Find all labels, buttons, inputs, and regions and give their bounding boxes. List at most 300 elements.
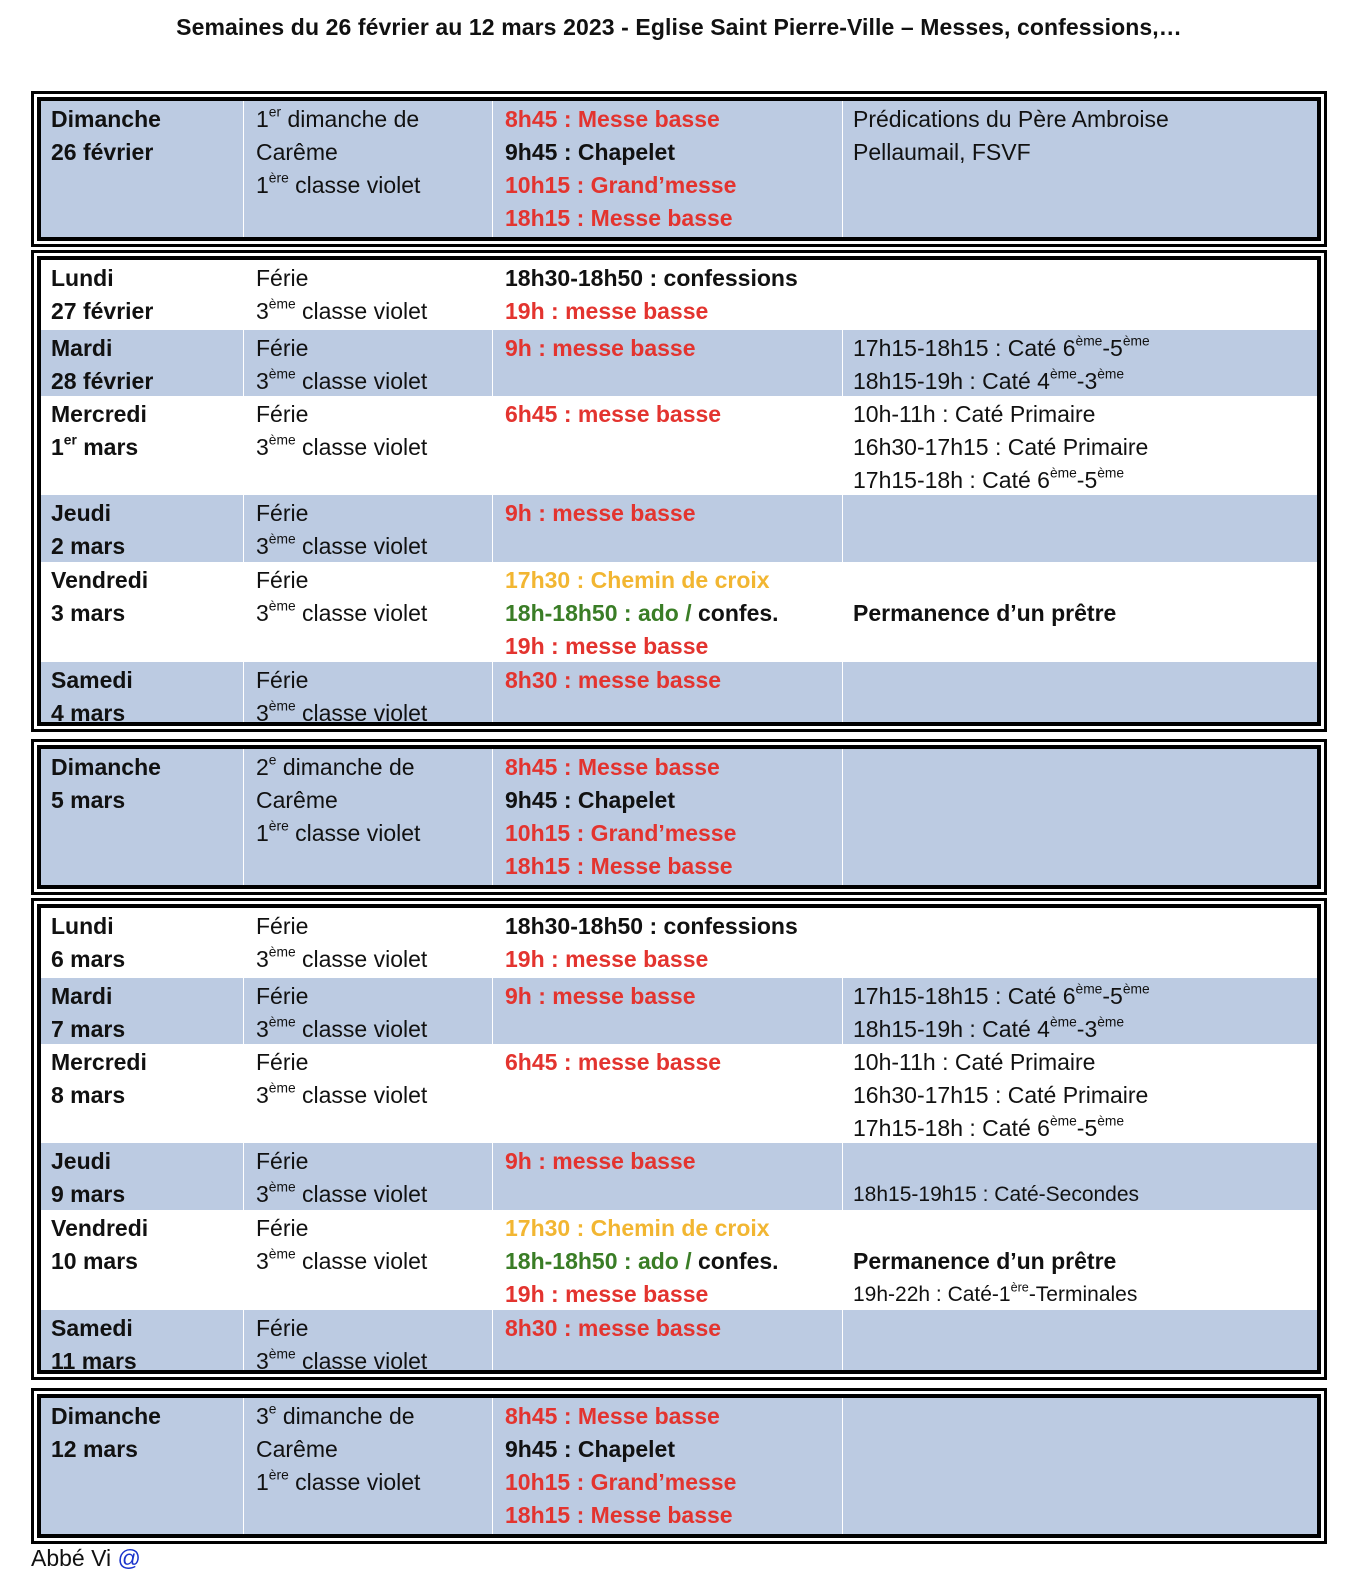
text-segment: classe violet <box>295 700 428 726</box>
table-row <box>41 1310 1317 1374</box>
day-date: 8 mars <box>51 1082 126 1108</box>
schedule-item <box>505 202 842 235</box>
text-segment: Férie <box>256 335 309 361</box>
text-segment: classe violet <box>295 1082 428 1108</box>
text-segment: Férie <box>256 401 309 427</box>
text-segment: -3 <box>1076 368 1098 394</box>
superscript-text: ème <box>268 944 296 960</box>
day-name: Lundi <box>51 265 114 291</box>
table-row <box>41 1044 1317 1143</box>
text-segment: 2 <box>256 754 269 780</box>
week-block-inner <box>37 256 1321 726</box>
text-segment: 3 <box>256 298 269 324</box>
liturgy-line <box>256 910 492 943</box>
text-segment: Permanence d’un prêtre <box>853 600 1117 626</box>
text-segment: Carême <box>256 139 338 165</box>
text-segment: 8h45 : Messe basse <box>505 106 720 132</box>
notes-cell <box>843 330 1317 396</box>
liturgy-line <box>256 1046 492 1079</box>
table-row <box>41 749 1317 889</box>
week-block <box>31 250 1327 732</box>
liturgy-line <box>256 262 492 295</box>
note-line <box>853 1112 1317 1145</box>
text-segment: classe violet <box>295 1248 428 1274</box>
text-segment: 10h15 : Grand’messe <box>505 172 737 198</box>
text-segment: dimanche de <box>276 1403 415 1429</box>
superscript-text: ème <box>1097 366 1125 382</box>
liturgy-line <box>256 136 492 169</box>
liturgy-line <box>256 103 492 136</box>
text-segment: 1 <box>256 106 269 132</box>
day-date: 26 février <box>51 139 154 165</box>
notes-cell <box>843 101 1317 241</box>
schedule-cell <box>493 260 843 330</box>
superscript-text: e <box>268 752 277 768</box>
liturgy-cell <box>244 978 493 1044</box>
table-row <box>41 396 1317 495</box>
text-segment: 19h-22h : Caté-1 <box>853 1283 1011 1306</box>
day-date: 3 mars <box>51 600 126 626</box>
text-segment: classe violet <box>295 368 428 394</box>
schedule-item <box>505 784 842 817</box>
day-cell <box>41 330 244 396</box>
text-segment: 9h : messe basse <box>505 1148 696 1174</box>
text-segment: 8h30 : messe basse <box>505 667 722 693</box>
footer-email-link[interactable]: @ <box>117 1545 141 1571</box>
text-segment: 18h-18h50 : ado / <box>505 1248 699 1274</box>
text-segment: Férie <box>256 1215 309 1241</box>
schedule-item <box>505 980 842 1013</box>
superscript-text: ère <box>268 818 289 834</box>
liturgy-line <box>256 398 492 431</box>
note-line <box>853 464 1317 497</box>
note-line <box>853 1178 1317 1211</box>
text-segment: Férie <box>256 500 309 526</box>
liturgy-line <box>256 1079 492 1112</box>
liturgy-line <box>256 1433 492 1466</box>
schedule-item <box>505 497 842 530</box>
week-block <box>31 1388 1327 1544</box>
week-block-inner <box>37 745 1321 889</box>
notes-cell <box>843 1044 1317 1143</box>
text-segment: Férie <box>256 1049 309 1075</box>
table-row <box>41 562 1317 662</box>
text-segment: 9h45 : Chapelet <box>505 1436 675 1462</box>
notes-cell <box>843 908 1317 978</box>
liturgy-line <box>256 817 492 850</box>
schedule-item <box>505 169 842 202</box>
day-date: 10 mars <box>51 1248 138 1274</box>
text-segment: 8h45 : Messe basse <box>505 754 720 780</box>
day-date: 27 février <box>51 298 154 324</box>
note-line <box>853 431 1317 464</box>
schedule-item <box>505 295 842 328</box>
schedule-item <box>505 817 842 850</box>
liturgy-cell <box>244 1044 493 1143</box>
superscript-text: ème <box>1122 333 1150 349</box>
table-row <box>41 495 1317 562</box>
superscript-text: ème <box>1097 1014 1125 1030</box>
note-line <box>853 365 1317 398</box>
schedule-cell <box>493 1398 843 1538</box>
schedule-item <box>505 1466 842 1499</box>
notes-cell <box>843 396 1317 495</box>
day-date: 7 mars <box>51 1016 126 1042</box>
text-segment: 17h30 : Chemin de croix <box>505 1215 770 1241</box>
schedule-cell <box>493 396 843 495</box>
notes-cell <box>843 1398 1317 1538</box>
text-segment: dimanche de <box>281 106 420 132</box>
week-block-inner <box>37 904 1321 1374</box>
text-segment: 1 <box>256 172 269 198</box>
schedule-item <box>505 630 842 663</box>
table-row <box>41 908 1317 978</box>
liturgy-line <box>256 295 492 328</box>
week-block <box>31 91 1327 247</box>
superscript-text: ème <box>1075 981 1103 997</box>
text-segment: Férie <box>256 983 309 1009</box>
footer-contact <box>31 1543 141 1573</box>
table-row <box>41 1210 1317 1310</box>
superscript-text: ème <box>268 698 296 714</box>
text-segment: 3 <box>256 1082 269 1108</box>
text-segment: 1 <box>51 434 64 460</box>
text-segment: 6h45 : messe basse <box>505 401 722 427</box>
schedule-cell <box>493 330 843 396</box>
text-segment: 10h15 : Grand’messe <box>505 820 737 846</box>
liturgy-line <box>256 365 492 398</box>
superscript-text: ème <box>1049 1113 1077 1129</box>
text-segment: 19h : messe basse <box>505 298 709 324</box>
text-segment: 19h : messe basse <box>505 946 709 972</box>
superscript-text: ère <box>268 170 289 186</box>
note-line <box>853 332 1317 365</box>
schedule-item <box>505 751 842 784</box>
text-segment: 8h30 : messe basse <box>505 1315 722 1341</box>
note-line <box>853 1046 1317 1079</box>
day-cell <box>41 1398 244 1538</box>
day-cell <box>41 1310 244 1374</box>
text-segment: Permanence d’un prêtre <box>853 1248 1117 1274</box>
liturgy-cell <box>244 260 493 330</box>
day-name: Jeudi <box>51 500 112 526</box>
day-name: Vendredi <box>51 567 149 593</box>
superscript-text: ème <box>268 1080 296 1096</box>
day-name: Samedi <box>51 1315 133 1341</box>
superscript-text: ème <box>268 432 296 448</box>
day-cell <box>41 495 244 562</box>
text-segment: -5 <box>1102 983 1123 1009</box>
schedule-item <box>505 332 842 365</box>
liturgy-line <box>256 1212 492 1245</box>
notes-cell <box>843 562 1317 662</box>
note-line <box>853 1079 1317 1112</box>
superscript-text: ème <box>268 531 296 547</box>
schedule-cell <box>493 662 843 726</box>
text-segment: 3 <box>256 1181 269 1207</box>
text-segment: 18h30-18h50 : confessions <box>505 913 798 939</box>
liturgy-line <box>256 1466 492 1499</box>
liturgy-cell <box>244 908 493 978</box>
day-cell <box>41 978 244 1044</box>
liturgy-cell <box>244 1310 493 1374</box>
superscript-text: ème <box>1075 333 1103 349</box>
day-date: 4 mars <box>51 700 126 726</box>
text-segment: -5 <box>1076 467 1098 493</box>
liturgy-line <box>256 431 492 464</box>
text-segment: Férie <box>256 567 309 593</box>
note-line <box>853 597 1317 630</box>
liturgy-cell <box>244 1143 493 1210</box>
schedule-item <box>505 1499 842 1532</box>
text-segment: 19h : messe basse <box>505 633 709 659</box>
schedule-item <box>505 1046 842 1079</box>
note-line <box>853 398 1317 431</box>
day-name: Mardi <box>51 983 113 1009</box>
note-line <box>853 980 1317 1013</box>
text-segment: classe violet <box>288 820 421 846</box>
superscript-text: ème <box>1049 465 1077 481</box>
day-name: Dimanche <box>51 754 161 780</box>
text-segment: 18h30-18h50 : confessions <box>505 265 798 291</box>
superscript-text: ème <box>268 1179 296 1195</box>
schedule-cell <box>493 1143 843 1210</box>
day-date: 28 février <box>51 368 154 394</box>
notes-cell <box>843 1310 1317 1374</box>
schedule-item <box>505 1400 842 1433</box>
text-segment: 10h-11h : Caté Primaire <box>853 1049 1096 1075</box>
liturgy-cell <box>244 749 493 889</box>
day-name: Samedi <box>51 667 133 693</box>
superscript-text: ère <box>1010 1280 1029 1295</box>
liturgy-line <box>256 597 492 630</box>
schedule-item <box>505 910 842 943</box>
schedule-item <box>505 564 842 597</box>
note-line <box>853 1245 1317 1278</box>
superscript-text: ème <box>1097 465 1125 481</box>
text-segment: classe violet <box>295 1016 428 1042</box>
schedule-item <box>505 1212 842 1245</box>
liturgy-line <box>256 1245 492 1278</box>
liturgy-line <box>256 332 492 365</box>
text-segment: classe violet <box>295 600 428 626</box>
text-segment: dimanche de <box>276 754 415 780</box>
notes-cell <box>843 260 1317 330</box>
text-segment: 10h-11h : Caté Primaire <box>853 401 1096 427</box>
table-row <box>41 330 1317 396</box>
text-segment: classe violet <box>295 1348 428 1374</box>
table-row <box>41 101 1317 241</box>
schedule-item <box>505 1312 842 1345</box>
day-name: Mercredi <box>51 401 147 427</box>
text-segment: 3 <box>256 700 269 726</box>
table-row <box>41 260 1317 330</box>
day-cell <box>41 1143 244 1210</box>
table-row <box>41 662 1317 726</box>
liturgy-line <box>256 530 492 563</box>
schedule-cell <box>493 1044 843 1143</box>
text-segment: 3 <box>256 533 269 559</box>
day-name: Dimanche <box>51 106 161 132</box>
text-segment: Férie <box>256 913 309 939</box>
table-row <box>41 978 1317 1044</box>
day-date: 11 mars <box>51 1348 137 1374</box>
text-segment: classe violet <box>288 1469 421 1495</box>
superscript-text: ème <box>1122 981 1150 997</box>
liturgy-line <box>256 1345 492 1374</box>
table-row <box>41 1143 1317 1210</box>
text-segment: 9h : messe basse <box>505 983 696 1009</box>
day-name: Lundi <box>51 913 114 939</box>
schedule-cell <box>493 978 843 1044</box>
text-segment: 16h30-17h15 : Caté Primaire <box>853 1082 1149 1108</box>
page-title: Semaines du 26 février au 12 mars 2023 - Eglise Saint Pierre-Ville – Messes, confessions,… <box>176 14 1182 40</box>
day-name: Jeudi <box>51 1148 112 1174</box>
text-segment: classe violet <box>295 298 428 324</box>
note-line <box>853 136 1317 169</box>
table-row <box>41 1398 1317 1538</box>
superscript-text: ème <box>268 1014 296 1030</box>
footer-text: Abbé Vi <box>31 1545 112 1571</box>
day-cell <box>41 749 244 889</box>
text-segment: 16h30-17h15 : Caté Primaire <box>853 434 1149 460</box>
schedule-item <box>505 103 842 136</box>
liturgy-line <box>256 169 492 202</box>
schedule-item <box>505 664 842 697</box>
schedule-item <box>505 1145 842 1178</box>
text-segment: confes. <box>698 600 779 626</box>
schedule-item <box>505 850 842 883</box>
text-segment: 18h15-19h : Caté 4 <box>853 1016 1050 1042</box>
liturgy-line <box>256 1400 492 1433</box>
text-segment: confes. <box>698 1248 779 1274</box>
text-segment: 9h : messe basse <box>505 500 696 526</box>
text-segment: 10h15 : Grand’messe <box>505 1469 737 1495</box>
text-segment: Férie <box>256 667 309 693</box>
liturgy-line <box>256 784 492 817</box>
text-segment: 18h-18h50 : ado / <box>505 600 699 626</box>
superscript-text: ème <box>1097 1113 1125 1129</box>
schedule-cell <box>493 495 843 562</box>
superscript-text: er <box>63 432 77 448</box>
notes-cell <box>843 749 1317 889</box>
day-cell <box>41 101 244 241</box>
text-segment: 17h15-18h : Caté 6 <box>853 1115 1050 1141</box>
liturgy-cell <box>244 1398 493 1538</box>
text-segment: Carême <box>256 787 338 813</box>
text-segment: 18h15 : Messe basse <box>505 205 733 231</box>
text-segment: 9h45 : Chapelet <box>505 787 675 813</box>
schedule-cell <box>493 908 843 978</box>
text-segment: -5 <box>1102 335 1123 361</box>
day-date: 12 mars <box>51 1436 138 1462</box>
text-segment: Prédications du Père Ambroise <box>853 106 1169 132</box>
text-segment: mars <box>76 434 139 460</box>
liturgy-cell <box>244 330 493 396</box>
text-segment: classe violet <box>295 946 428 972</box>
week-block-inner <box>37 1394 1321 1538</box>
day-date: 9 mars <box>51 1181 126 1207</box>
schedule-item <box>505 398 842 431</box>
day-date <box>51 431 243 464</box>
week-block <box>31 898 1327 1380</box>
text-segment: 18h15-19h15 : Caté-Secondes <box>853 1183 1140 1206</box>
superscript-text: ère <box>268 1467 289 1483</box>
text-segment: 17h30 : Chemin de croix <box>505 567 770 593</box>
day-name: Mardi <box>51 335 113 361</box>
superscript-text: ème <box>268 296 296 312</box>
superscript-text: er <box>268 104 282 120</box>
text-segment: 18h15-19h : Caté 4 <box>853 368 1050 394</box>
text-segment: classe violet <box>295 1181 428 1207</box>
week-block <box>31 739 1327 895</box>
text-segment: 8h45 : Messe basse <box>505 1403 720 1429</box>
liturgy-cell <box>244 562 493 662</box>
text-segment: 3 <box>256 1248 269 1274</box>
schedule-item <box>505 1278 842 1311</box>
day-cell <box>41 908 244 978</box>
day-cell <box>41 396 244 495</box>
superscript-text: ème <box>1049 366 1077 382</box>
text-segment: 6h45 : messe basse <box>505 1049 722 1075</box>
liturgy-cell <box>244 1210 493 1310</box>
notes-cell <box>843 495 1317 562</box>
schedule-item <box>505 136 842 169</box>
schedule-cell <box>493 101 843 241</box>
day-date: 5 mars <box>51 787 126 813</box>
text-segment: Férie <box>256 1148 309 1174</box>
note-line <box>853 1278 1317 1311</box>
schedule-item <box>505 943 842 976</box>
text-segment: 1 <box>256 820 269 846</box>
liturgy-line <box>256 1145 492 1178</box>
text-segment: Férie <box>256 265 309 291</box>
liturgy-line <box>256 1178 492 1211</box>
superscript-text: ème <box>1049 1014 1077 1030</box>
text-segment: 3 <box>256 434 269 460</box>
schedule-cell <box>493 749 843 889</box>
schedule-item <box>505 1433 842 1466</box>
notes-cell <box>843 662 1317 726</box>
day-name: Vendredi <box>51 1215 149 1241</box>
text-segment: 9h45 : Chapelet <box>505 139 675 165</box>
notes-cell <box>843 978 1317 1044</box>
day-cell <box>41 662 244 726</box>
text-segment: classe violet <box>295 533 428 559</box>
superscript-text: ème <box>268 598 296 614</box>
text-segment: 3 <box>256 946 269 972</box>
liturgy-line <box>256 980 492 1013</box>
text-segment: 19h : messe basse <box>505 1281 709 1307</box>
text-segment: 3 <box>256 1403 269 1429</box>
note-line <box>853 1013 1317 1046</box>
text-segment: 3 <box>256 1016 269 1042</box>
day-name: Mercredi <box>51 1049 147 1075</box>
liturgy-cell <box>244 101 493 241</box>
schedule-item <box>505 1245 842 1278</box>
liturgy-cell <box>244 662 493 726</box>
text-segment: 3 <box>256 600 269 626</box>
notes-cell <box>843 1210 1317 1310</box>
text-segment: 3 <box>256 1348 269 1374</box>
week-block-inner <box>37 97 1321 241</box>
schedule-item <box>505 262 842 295</box>
text-segment: classe violet <box>295 434 428 460</box>
superscript-text: ème <box>268 1246 296 1262</box>
text-segment: 3 <box>256 368 269 394</box>
schedule-item <box>505 597 842 630</box>
day-cell <box>41 562 244 662</box>
